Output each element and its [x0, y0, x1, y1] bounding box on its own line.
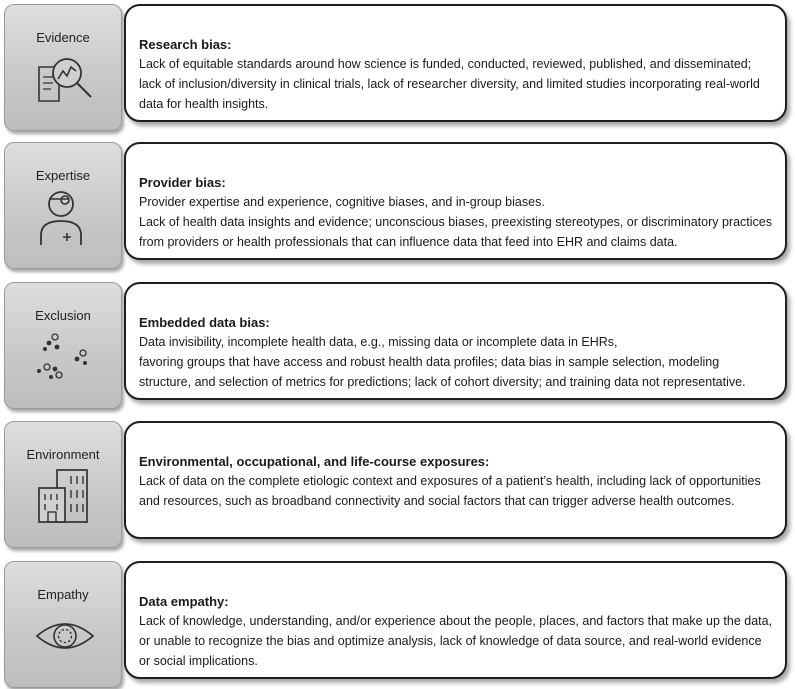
card-provider-bias: [124, 142, 787, 260]
tile-label: Environment: [26, 447, 100, 462]
card-data-empathy: [124, 561, 787, 679]
eye-icon: [33, 606, 97, 666]
card-title: Research bias:: [139, 37, 232, 52]
provider-icon: [33, 187, 97, 247]
scattered-dots-icon: [33, 327, 97, 387]
card-title: Environmental, occupational, and life-course exposures:: [139, 454, 490, 469]
tile-label: Expertise: [35, 168, 91, 183]
magnifier-chart-icon: [33, 49, 97, 109]
card-research-bias: [124, 4, 787, 122]
card-title: Provider bias:: [139, 175, 226, 190]
card-title: Data empathy:: [139, 594, 229, 609]
tile-label: Exclusion: [35, 308, 91, 323]
tile-label: Evidence: [36, 30, 90, 45]
tile-empathy: [4, 561, 122, 688]
tile-expertise: [4, 142, 122, 269]
card-body: Lack of equitable standards around how science is funded, conducted, reviewed, published, and disseminated; lack of inclusion/diversity in clinical trials, lack of researcher diversity, and limited studies incorporating real-world data for health insights.: [139, 57, 760, 111]
card-body: Data invisibility, incomplete health data, e.g., missing data or incomplete data in EHRs, favoring groups that have access and robust health data profiles; data bias in sample selection, modeling structure, and selection of metrics for predictions; lack of cohort diversity; and training data not representative.: [139, 335, 746, 389]
buildings-icon: [33, 466, 97, 526]
card-environmental-exposures: [124, 421, 787, 539]
card-body: Lack of data on the complete etiologic context and exposures of a patient’s health, including lack of opportunities and resources, such as broadband connectivity and social factors that can trigger adverse health outcomes.: [139, 474, 761, 508]
tile-label: Empathy: [37, 587, 89, 602]
tile-evidence: [4, 4, 122, 131]
card-body: Provider expertise and experience, cognitive biases, and in-group biases. Lack of health data insights and evidence; unconscious biases, preexisting stereotypes, or discriminatory practices from providers or health professionals that can influence data that feed into EHR and claims data.: [139, 195, 772, 249]
tile-environment: [4, 421, 122, 548]
card-embedded-data-bias: [124, 282, 787, 400]
tile-exclusion: [4, 282, 122, 409]
card-title: Embedded data bias:: [139, 315, 270, 330]
card-body: Lack of knowledge, understanding, and/or experience about the people, places, and factors that make up the data, or unable to recognize the bias and optimize analysis, lack of knowledge of data source, and real-world evidence or social implications.: [139, 614, 773, 668]
